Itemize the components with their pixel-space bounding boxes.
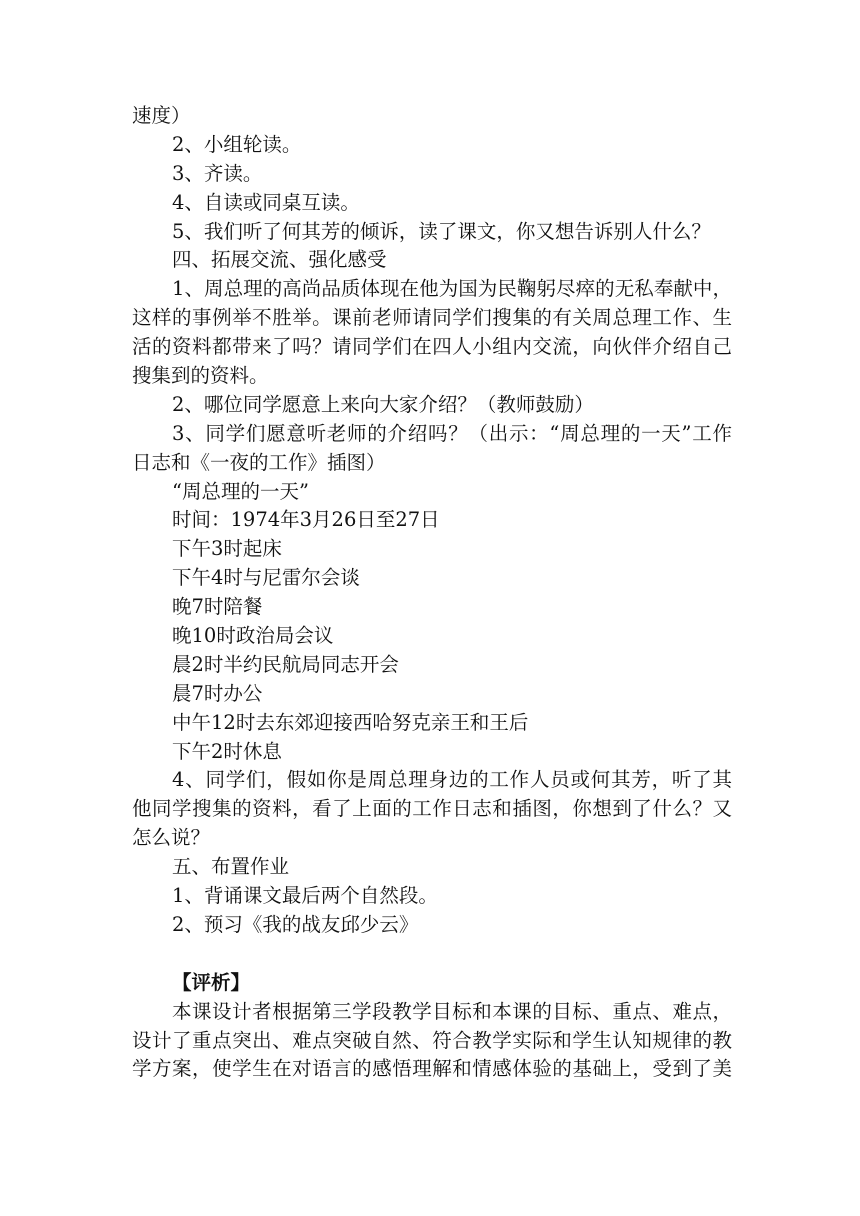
schedule-item: 晨7时办公 [172,681,263,705]
text-line: 2、哪位同学愿意上来向大家介绍？（教师鼓励） [172,392,594,416]
commentary-text: 设计了重点突出、难点突破自然、符合教学实际和学生认知规律的教 [132,1028,732,1052]
schedule-item: 中午12时去东郊迎接西哈努克亲王和王后 [172,710,529,734]
schedule-item: 下午4时与尼雷尔会谈 [172,566,360,590]
homework-item: 1、背诵课文最后两个自然段。 [172,884,438,908]
schedule-item: 晚10时政治局会议 [172,624,334,648]
text-line: 1、周总理的高尚品质体现在他为国为民鞠躬尽瘁的无私奉献中， [172,277,732,301]
schedule-title: “周总理的一天” [172,479,309,503]
text-line: 活的资料都带来了吗？请同学们在四人小组内交流，向伙伴介绍自己 [132,335,732,359]
schedule-item: 时间：1974年3月26日至27日 [172,508,440,532]
text-line: 他同学搜集的资料，看了上面的工作日志和插图，你想到了什么？又 [132,797,732,821]
section-heading-5: 五、布置作业 [172,855,290,879]
text-line: 速度） [132,104,191,127]
schedule-item: 晚7时陪餐 [172,595,263,619]
commentary-heading: 【评析】 [172,970,251,994]
reading-step-5: 5、我们听了何其芳的倾诉，读了课文，你又想告诉别人什么？ [172,219,711,243]
reading-step-3: 3、齐读。 [172,161,263,185]
reading-step-2: 2、小组轮读。 [172,132,302,156]
text-line: 搜集到的资料。 [132,364,269,388]
section-heading-4: 四、拓展交流、强化感受 [172,248,387,272]
text-line: 3、同学们愿意听老师的介绍吗？（出示：“周总理的一天”工作 [172,421,732,445]
text-line: 日志和《一夜的工作》插图） [132,450,386,474]
commentary-text: 本课设计者根据第三学段教学目标和本课的目标、重点、难点， [172,999,732,1023]
text-line: 这样的事例举不胜举。课前老师请同学们搜集的有关周总理工作、生 [132,306,732,330]
text-line: 4、同学们，假如你是周总理身边的工作人员或何其芳，听了其 [172,768,732,792]
blank-line [132,940,732,969]
schedule-item: 下午3时起床 [172,537,282,561]
text-line: 怎么说？ [132,826,211,850]
lesson-plan-text [132,102,732,1084]
reading-step-4: 4、自读或同桌互读。 [172,190,360,214]
homework-item: 2、预习《我的战友邱少云》 [172,912,419,936]
commentary-text: 学方案，使学生在对语言的感悟理解和情感体验的基础上，受到了美 [132,1057,732,1081]
schedule-item: 下午2时休息 [172,739,282,763]
schedule-item: 晨2时半约民航局同志开会 [172,652,399,676]
